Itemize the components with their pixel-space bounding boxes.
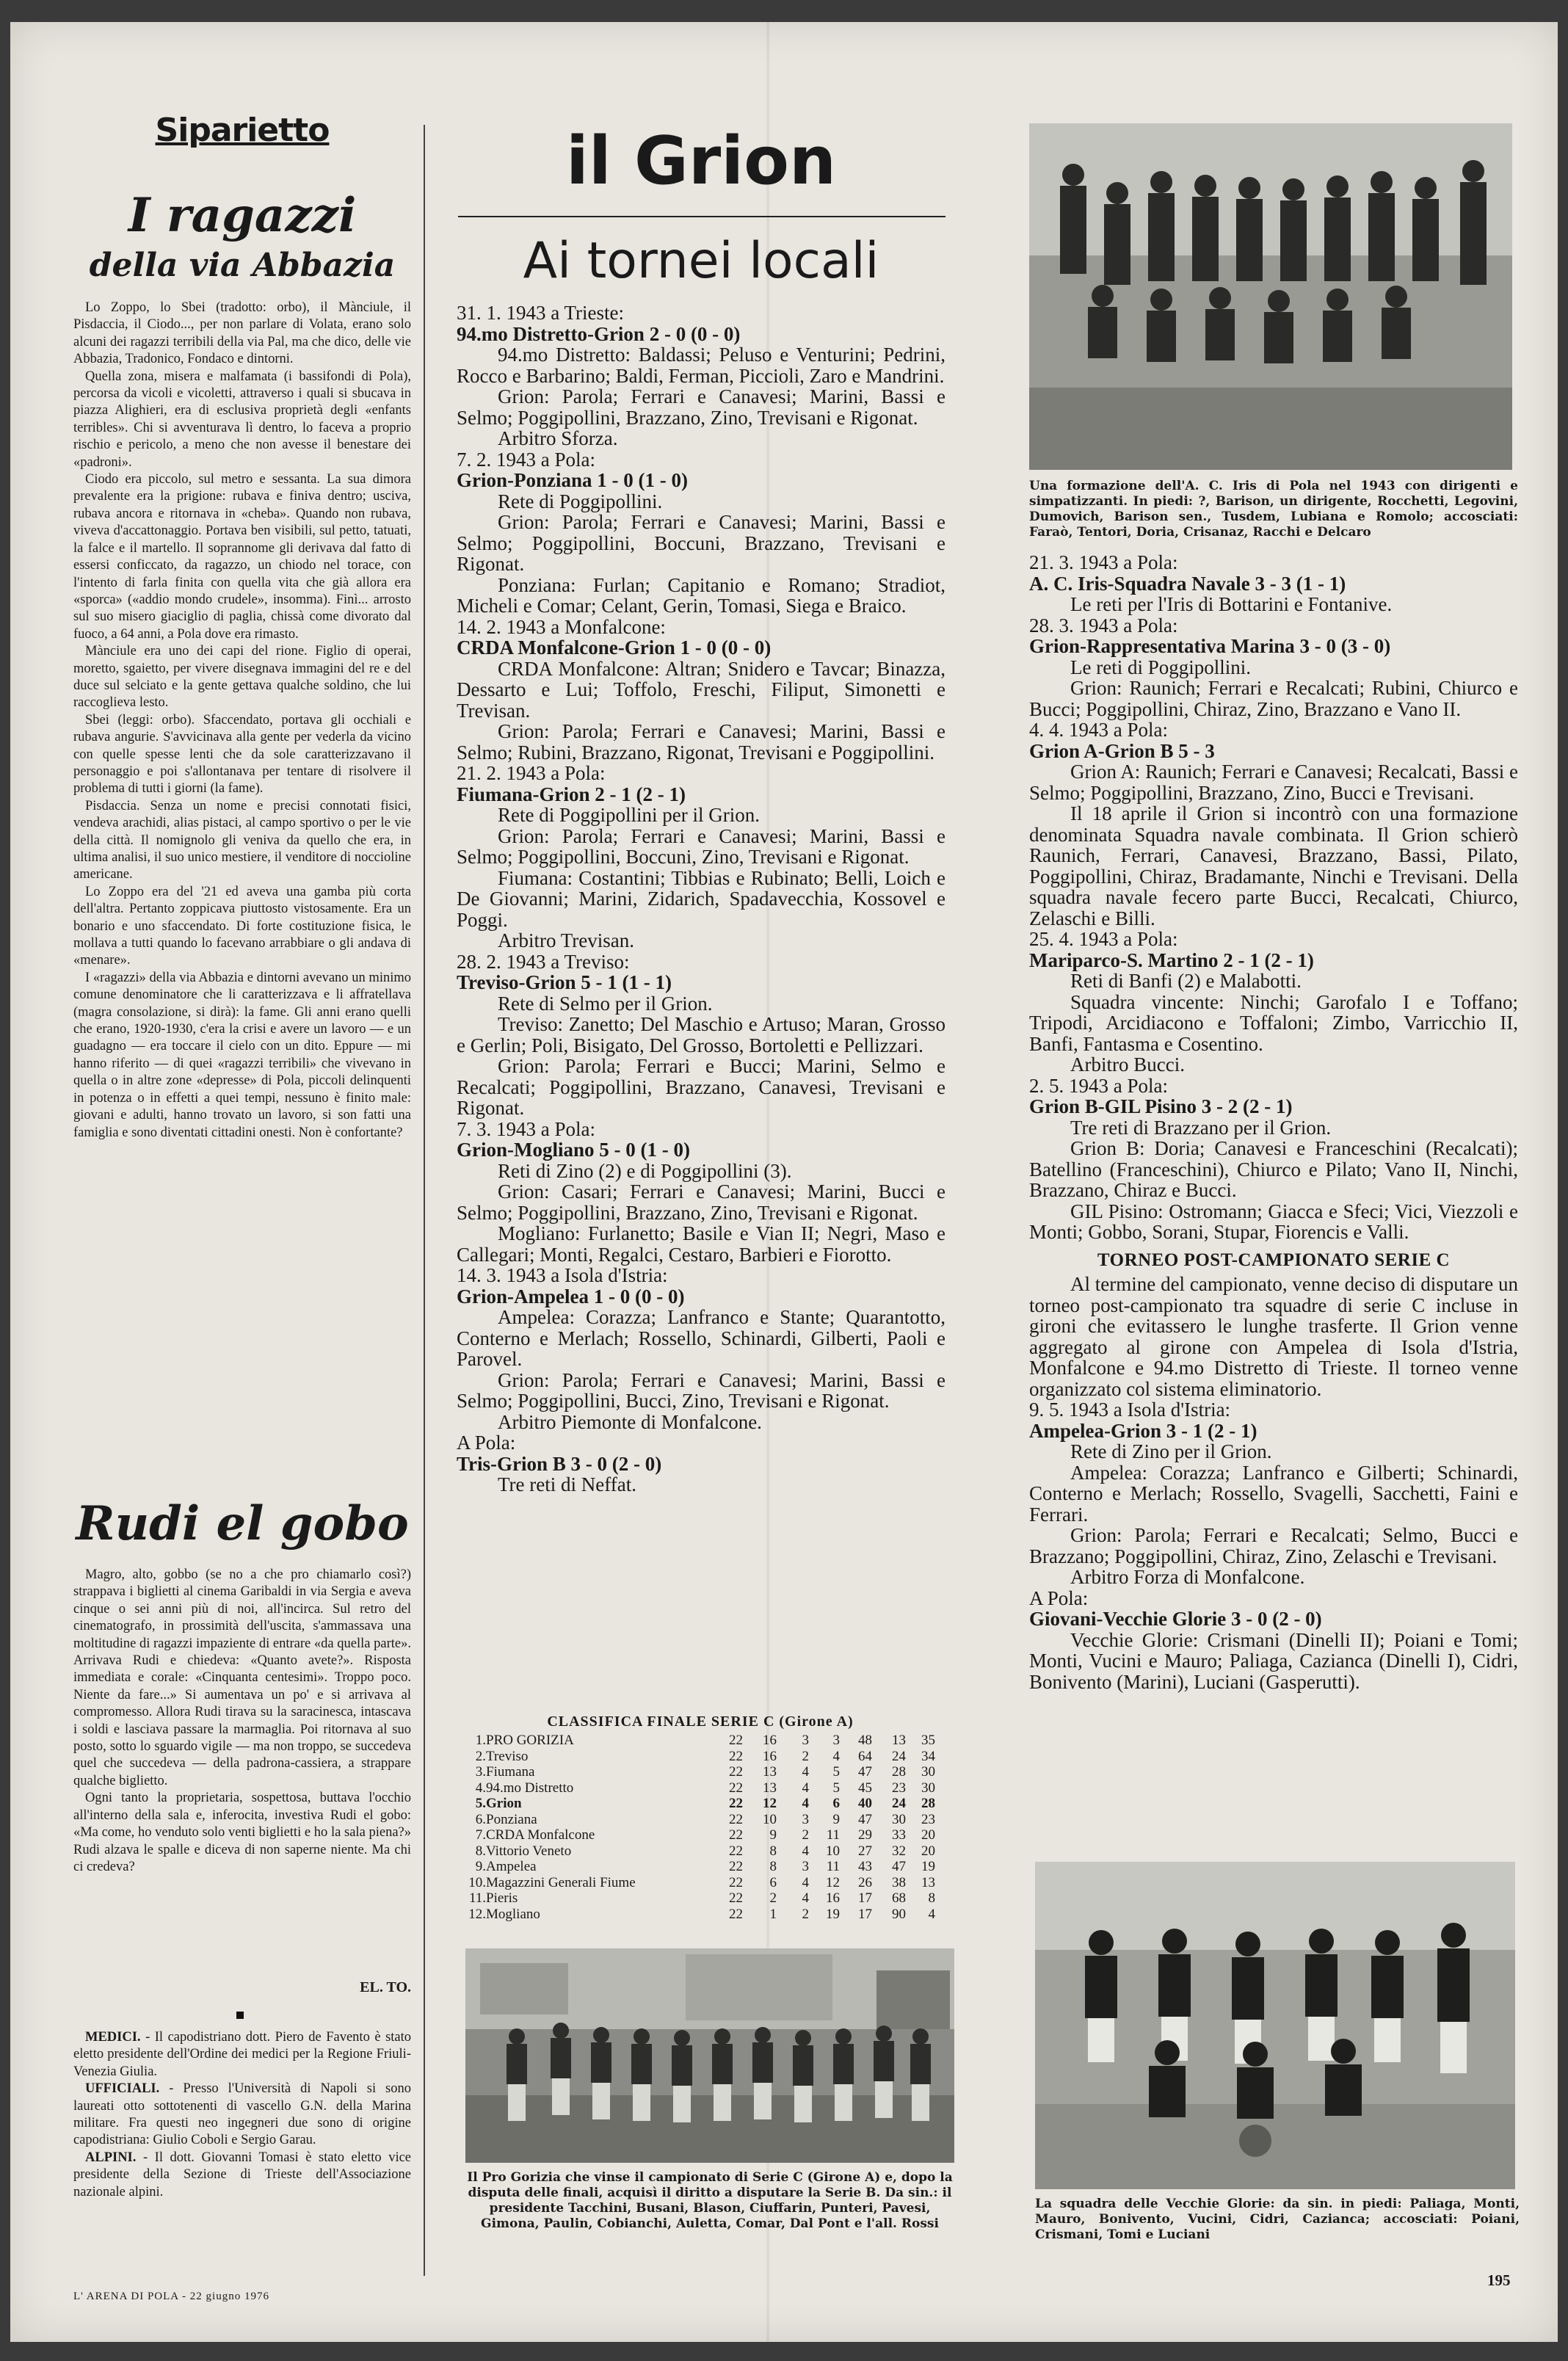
standings-cell: 2 xyxy=(802,1748,809,1764)
match-detail: Vecchie Glorie: Crismani (Dinelli II); Poiani e Tomi; Monti, Vucini e Mauro; Paliaga, Cazianca (Dinelli I), Cidri, Bonivento (Marini), Luciani (Gasperutti). xyxy=(1029,1628,1518,1693)
standings-cell: 10. xyxy=(468,1874,486,1890)
team-photo-pro-gorizia xyxy=(465,1948,954,2163)
standings-cell: 22 xyxy=(729,1811,743,1827)
standings-cell: 22 xyxy=(729,1827,743,1843)
standings-cell: 8 xyxy=(769,1843,777,1859)
standings-cell: 6 xyxy=(832,1796,840,1811)
team-name: Ampelea xyxy=(486,1859,537,1874)
standings-cell: 16 xyxy=(763,1733,777,1748)
standings-cell: 3 xyxy=(802,1811,809,1827)
team-name: Ponziana xyxy=(486,1811,537,1827)
note xyxy=(73,2150,411,2201)
team-name: CRDA Monfalcone xyxy=(486,1827,595,1843)
paragraph: Ciodo era piccolo, sul metro e sessanta. La sua dimora prevalente era la prigione: rubava e finiva dentro; usciva, rubava ancora e ritornava in «cheba». Quando non rubava, viveva d'accattonaggio. Portava ben visibili, sul petto, tatuati, la falce e il martello. Il soprannome gli derivava dal fatto di essersi conficcato, da ragazzo, un chiodo nel torace, con l'intento di farla finita con quella vita che già allora era «sporca» («addio mondo crudele», insomma). Finì... arrosto sul suo misero giaciglio di paglia, chissà come divorato dal fuoco, a 64 anni, a Pola dove era rimasto. xyxy=(73,472,411,642)
team-name: Fiumana xyxy=(486,1764,535,1780)
standings-cell: 45 xyxy=(858,1780,872,1796)
standings-row xyxy=(465,1907,935,1923)
standings-cell: 2 xyxy=(802,1906,809,1922)
standings-cell: 1. xyxy=(475,1733,486,1748)
match-date: 7. 2. 1943 a Pola: xyxy=(457,448,595,471)
standings-cell: 12. xyxy=(468,1906,486,1922)
match-detail: Arbitro Sforza. xyxy=(498,427,618,449)
standings-cell: 4 xyxy=(802,1764,809,1780)
match-detail: 94.mo Distretto: Baldassi; Peluso e Venturini; Pedrini, Rocco e Barbarino; Baldi, Ferman, Piccioli, Zaro e Mandrini. xyxy=(457,344,945,387)
standings-cell: 1 xyxy=(769,1906,777,1922)
paragraph: Ogni tanto la proprietaria, sospettosa, buttava l'occhio all'interno della sala e, inferocita, investiva Rudi el gobo: «Ma come, ho venduto solo venti biglietti e ho la sala piena?» Rudi alzava le spalle e diceva di non saperne niente. Ma chi ci credeva? xyxy=(73,1791,411,1874)
standings-cell: 22 xyxy=(729,1764,743,1780)
match-date: 28. 3. 1943 a Pola: xyxy=(1029,614,1178,637)
standings-cell: 27 xyxy=(858,1843,872,1859)
photo-caption: Il Pro Gorizia che vinse il campionato di Serie C (Girone A) e, dopo la disputa delle finali, acquisì il diritto a disputare la Serie B. Da sin.: il presidente Tacchini, Busani, Blason, Ciuffarin, Punteri, Pavesi, Gimona, Paulin, Cobianchi, Auletta, Comar, Dal Pont e l'all. Rossi xyxy=(467,2170,953,2231)
standings-cell: 7. xyxy=(475,1827,486,1843)
match-detail: Ampelea: Corazza; Lanfranco e Gilberti; Schinardi, Conterno e Merlach; Rossello, Svagelli, Sacchetti, Faini e Ferrari. xyxy=(1029,1461,1518,1526)
match-date: 7. 3. 1943 a Pola: xyxy=(457,1117,595,1140)
standings-cell: 4. xyxy=(475,1780,486,1796)
team-name: Mogliano xyxy=(486,1906,540,1922)
match-result: Grion-Rappresentativa Marina 3 - 0 (3 - 0) xyxy=(1029,635,1391,657)
match-list xyxy=(457,302,945,1495)
article-body xyxy=(73,1567,411,1876)
match-list xyxy=(1029,552,1518,1692)
separator-square xyxy=(236,2012,244,2019)
match-group xyxy=(1029,1399,1518,1692)
standings-cell: 22 xyxy=(729,1780,743,1796)
photo-caption: Una formazione dell'A. C. Iris di Pola nel 1943 con dirigenti e simpatizzanti. In piedi: ?, Barison, un dirigente, Rocchetti, Legovini, Dumovich, Barison sen., Tusdem, Lubiana e Romolo; accosciati: Faraò, Tentori, Doria, Crisanaz, Racchi e Delcaro xyxy=(1029,479,1518,540)
standings-table xyxy=(465,1733,935,1922)
page-number: 195 xyxy=(1487,2271,1511,2289)
standings-cell: 5 xyxy=(832,1764,840,1780)
standings-cell: 23 xyxy=(892,1780,906,1796)
match-detail: Grion: Parola; Ferrari e Canavesi; Marini, Bassi e Selmo; Poggipollini, Bucci, Zino, Trevisani e Rigonat. xyxy=(457,1368,945,1412)
section-heading: TORNEO POST-CAMPIONATO SERIE C xyxy=(1097,1250,1451,1270)
newspaper-page xyxy=(10,22,1558,2342)
match-date: A Pola: xyxy=(457,1432,516,1454)
standings-cell: 33 xyxy=(892,1827,906,1843)
team-name: Grion xyxy=(486,1796,522,1811)
team-name: Vittorio Veneto xyxy=(486,1843,572,1859)
standings-cell: 16 xyxy=(826,1890,840,1906)
team-name: Pieris xyxy=(486,1890,518,1906)
standings-cell: 13 xyxy=(892,1733,906,1748)
standings-cell: 11 xyxy=(826,1827,840,1843)
standings-cell: 22 xyxy=(729,1890,743,1906)
match-detail: Squadra vincente: Ninchi; Garofalo I e Toffano; Tripodi, Arcidiacono e Toffaloni; Zimbo, Varricchio II, Banfi, Fantasma e Cosentino. xyxy=(1029,990,1518,1055)
match-result: Ampelea-Grion 3 - 1 (2 - 1) xyxy=(1029,1419,1257,1442)
standings-cell: 10 xyxy=(763,1811,777,1827)
note-head: MEDICI. xyxy=(85,2030,141,2045)
standings-cell: 32 xyxy=(892,1843,906,1859)
match-result: Grion A-Grion B 5 - 3 xyxy=(1029,739,1215,762)
standings-cell: 23 xyxy=(921,1811,935,1827)
match-detail: Rete di Poggipollini per il Grion. xyxy=(498,804,760,826)
match-detail: Rete di Poggipollini. xyxy=(498,490,663,512)
standings-cell: 4 xyxy=(802,1796,809,1811)
standings-row xyxy=(465,1780,935,1796)
standings-cell: 22 xyxy=(729,1874,743,1890)
match-detail: Grion: Raunich; Ferrari e Recalcati; Rubini, Chiurco e Bucci; Poggipollini, Chiraz, Zino, Brazzano e Vano II. xyxy=(1029,677,1518,720)
standings-cell: 4 xyxy=(802,1780,809,1796)
standings-title: CLASSIFICA FINALE SERIE C (Girone A) xyxy=(547,1713,854,1730)
note-text: - Il capodistriano dott. Piero de Favento è stato eletto presidente dell'Ordine dei medici per la Regione Friuli-Venezia Giulia. xyxy=(73,2030,412,2079)
match-date: 14. 3. 1943 a Isola d'Istria: xyxy=(457,1264,668,1286)
standings-cell: 8 xyxy=(769,1859,777,1874)
note-text: - Il dott. Giovanni Tomasi è stato eletto vice presidente della Sezione di Trieste dell'Associazione nazionale alpini. xyxy=(73,2150,412,2199)
standings-cell: 9 xyxy=(769,1827,777,1843)
match-result: Grion-Mogliano 5 - 0 (1 - 0) xyxy=(457,1139,690,1161)
standings-cell: 20 xyxy=(921,1843,935,1859)
standings-row xyxy=(465,1859,935,1875)
paragraph: Lo Zoppo era del '21 ed aveva una gamba più corta dell'altra. Pertanto zoppicava piuttosto vistosamente. Era un bonario e uno sfaccendato. Di forte costituzione fisica, le mollava a tutti quando lo facevano arrabbiare o gli andava di «menare». xyxy=(73,884,411,968)
team-photo-iris xyxy=(1029,123,1512,470)
standings-cell: 22 xyxy=(729,1748,743,1764)
match-detail: Grion: Parola; Ferrari e Canavesi; Marini, Bassi e Selmo; Poggipollini, Boccuni, Zino, Trevisani e Rigonat. xyxy=(457,824,945,868)
title-rule xyxy=(458,216,945,217)
team-name: PRO GORIZIA xyxy=(486,1733,574,1748)
match-detail: Le reti per l'Iris di Bottarini e Fontanive. xyxy=(1070,593,1393,615)
news-notes xyxy=(73,2029,411,2201)
standings-cell: 6 xyxy=(769,1874,777,1890)
article-subtitle: della via Abbazia xyxy=(89,247,396,284)
paragraph: Magro, alto, gobbo (se no a che pro chiamarlo così?) strappava i biglietti al cinema Garibaldi in via Sergia e aveva cinque o sei anni più di noi, all'incirca. Sul retro del cinematografo, in prossimità dell'uscita, s'ammassava una moltitudine di ragazzi impaziente di entrare «da quella parte». Arrivava Rudi e chiedeva: «Quanto avete?». Risposta immediata e corale: «Cinquanta centesimi». Troppo poco. Niente da fare...» Si aumentava un po' e si arrivava al compromesso. Allora Rudi tirava su la saracinesca, intascava i soldi e lasciava passare la marmaglia. Poi ritornava al suo posto, sotto lo sguardo vigile — ma non troppo, se succedeva quel che succedeva — della padrona-cassiera, a strappare qualche biglietto. xyxy=(73,1567,411,1788)
standings-cell: 8 xyxy=(928,1890,935,1906)
match-detail: Grion: Casari; Ferrari e Canavesi; Marini, Bucci e Selmo; Poggipollini, Brazzano, Zino, Trevisani e Rigonat. xyxy=(457,1180,945,1224)
match-date: 21. 3. 1943 a Pola: xyxy=(1029,551,1178,573)
standings-cell: 90 xyxy=(892,1906,906,1922)
match-detail: Il 18 aprile il Grion si incontrò con una formazione denominata Squadra navale combinata. Il Grion schierò Raunich, Ferrari, Canavesi, Brazzano, Bassi, Pilato, Poggipollini, Chiraz, Bradamante, Ninchi e Trevisani. Della squadra navale fecero parte Bucci, Recalcati, Chiurco, Zelaschi e Billi. xyxy=(1029,802,1518,929)
standings-cell: 5. xyxy=(475,1796,486,1811)
standings-cell: 24 xyxy=(892,1748,906,1764)
standings-cell: 64 xyxy=(858,1748,872,1764)
standings-cell: 68 xyxy=(892,1890,906,1906)
match-result: Grion B-GIL Pisino 3 - 2 (2 - 1) xyxy=(1029,1095,1293,1117)
match-date: 25. 4. 1943 a Pola: xyxy=(1029,928,1178,950)
match-result: Treviso-Grion 5 - 1 (1 - 1) xyxy=(457,971,672,993)
standings-cell: 4 xyxy=(802,1874,809,1890)
match-detail: Arbitro Forza di Monfalcone. xyxy=(1070,1566,1305,1588)
match-detail: Rete di Zino per il Grion. xyxy=(1070,1440,1272,1462)
photo-caption: La squadra delle Vecchie Glorie: da sin. in piedi: Paliaga, Monti, Mauro, Bonivento, Vucini, Cidri, Cazianca; accosciati: Poiani, Crismani, Tomi e Luciani xyxy=(1035,2197,1520,2242)
match-detail: Ponziana: Furlan; Capitanio e Romano; Stradiot, Micheli e Comar; Celant, Gerin, Tomasi, Siega e Braico. xyxy=(457,573,945,617)
standings-cell: 28 xyxy=(921,1796,935,1811)
match-detail: Tre reti di Neffat. xyxy=(498,1473,636,1495)
standings-cell: 16 xyxy=(763,1748,777,1764)
match-detail: Grion: Parola; Ferrari e Bucci; Marini, Selmo e Recalcati; Poggipollini, Brazzano, Canavesi, Trevisani e Rigonat. xyxy=(457,1055,945,1119)
match-detail: Reti di Banfi (2) e Malabotti. xyxy=(1070,970,1302,992)
match-detail: Grion: Parola; Ferrari e Canavesi; Marini, Bassi e Selmo; Poggipollini, Boccuni, Brazzano, Trevisani e Rigonat. xyxy=(457,511,945,575)
author-signature: EL. TO. xyxy=(360,1979,411,1995)
standings-cell: 30 xyxy=(921,1780,935,1796)
match-result: Tris-Grion B 3 - 0 (2 - 0) xyxy=(457,1452,662,1475)
standings-cell: 10 xyxy=(826,1843,840,1859)
note xyxy=(73,2081,411,2150)
standings-cell: 13 xyxy=(921,1874,935,1890)
standings-cell: 9. xyxy=(475,1859,486,1874)
match-detail: Arbitro Piemonte di Monfalcone. xyxy=(498,1410,762,1433)
match-result: Grion-Ampelea 1 - 0 (0 - 0) xyxy=(457,1285,685,1308)
standings-cell: 17 xyxy=(858,1890,872,1906)
standings-cell: 3. xyxy=(475,1764,486,1780)
standings-cell: 47 xyxy=(858,1764,872,1780)
standings-cell: 8. xyxy=(475,1843,486,1859)
standings-cell: 35 xyxy=(921,1733,935,1748)
team-photo-vecchie-glorie xyxy=(1035,1862,1515,2189)
page-title: il Grion xyxy=(565,123,837,200)
standings-cell: 19 xyxy=(826,1906,840,1922)
standings-cell: 19 xyxy=(921,1859,935,1874)
match-date: 28. 2. 1943 a Treviso: xyxy=(457,950,630,973)
standings-row xyxy=(465,1733,935,1749)
paragraph: I «ragazzi» della via Abbazia e dintorni avevano un minimo comune denominatore che li caratterizzava e li affratellava (magra consolazione, si dirà): la fame. Gli anni erano quelli che erano, 1920-1930, c'era la crisi e avere un lavoro — e un guadagno — era toccare il cielo con un dito. Eppure — mi hanno riferito — di quei «ragazzi terribili» che vivevano in quella o in altre zone «depresse» di Pola, piccoli delinquenti in potenza o in effetti a quei tempi, nessuno è finito male: giovani e adulti, hanno trovato un lavoro, si son fatti una famiglia e sono diventati cittadini onesti. Non è confortante? xyxy=(73,970,411,1140)
standings-cell: 2 xyxy=(802,1827,809,1843)
match-result: Giovani-Vecchie Glorie 3 - 0 (2 - 0) xyxy=(1029,1608,1322,1630)
match-date: 2. 5. 1943 a Pola: xyxy=(1029,1074,1168,1097)
match-result: CRDA Monfalcone-Grion 1 - 0 (0 - 0) xyxy=(457,637,772,659)
standings-cell: 26 xyxy=(858,1874,872,1890)
match-detail: Rete di Selmo per il Grion. xyxy=(498,992,713,1015)
match-group xyxy=(1029,552,1518,1243)
match-detail: Grion B: Doria; Canavesi e Franceschini (Recalcati); Batellino (Franceschini), Chiurco e Pilato; Vano II, Ninchi, Brazzano, Chiraz e Bucci. xyxy=(1029,1137,1518,1201)
match-date: 14. 2. 1943 a Monfalcone: xyxy=(457,615,666,638)
standings-cell: 47 xyxy=(892,1859,906,1874)
standings-cell: 24 xyxy=(892,1796,906,1811)
standings-cell: 4 xyxy=(928,1906,935,1922)
match-detail: Treviso: Zanetto; Del Maschio e Artuso; Maran, Grosso e Gerlin; Poli, Bisigato, Del Grosso, Bortoletti e Pellizzari. xyxy=(457,1013,945,1056)
match-detail: Grion: Parola; Ferrari e Recalcati; Selmo, Bucci e Brazzano; Poggipollini, Chiraz, Zino, Zelaschi e Trevisani. xyxy=(1029,1524,1518,1567)
match-date: 9. 5. 1943 a Isola d'Istria: xyxy=(1029,1399,1231,1421)
paragraph: Mànciule era uno dei capi del rione. Figlio di operai, moretto, sgaietto, per vivere disegnava immagini del re e del duce sul selciato e la gente gettava qualche soldino, che lui raccoglieva lesto. xyxy=(73,644,411,711)
standings-cell: 5 xyxy=(832,1780,840,1796)
standings-cell: 17 xyxy=(858,1906,872,1922)
standings-cell: 38 xyxy=(892,1874,906,1890)
note-text: - Presso l'Università di Napoli si sono laureati otto sottotenenti di vascello G.N. della Marina militare. Fra questi neo ingegneri due sono di origine capodistriana: Giulio Coboli e Sergio Garau. xyxy=(73,2081,411,2148)
standings-row xyxy=(465,1875,935,1891)
standings-row xyxy=(465,1843,935,1860)
standings-cell: 6. xyxy=(475,1811,486,1827)
match-detail: Mogliano: Furlanetto; Basile e Vian II; Negri, Maso e Callegari; Monti, Regalci, Cestaro, Barbieri e Fiorotto. xyxy=(457,1222,945,1266)
standings-cell: 12 xyxy=(826,1874,840,1890)
match-detail: Reti di Zino (2) e di Poggipollini (3). xyxy=(498,1159,792,1182)
standings-cell: 3 xyxy=(832,1733,840,1748)
paragraph: Sbei (leggi: orbo). Sfaccendato, portava gli occhiali e rubava angurie. S'avvicinava alla gente per vederla da vicino con quelle spesse lenti che da sole caratterizzavano il personaggio e poi s'allontanava per tentare di risolvere il problema di tutti i giorni (la fame). xyxy=(73,712,411,797)
standings-cell: 13 xyxy=(763,1780,777,1796)
article-body xyxy=(73,300,411,1142)
standings-cell: 28 xyxy=(892,1764,906,1780)
standings-cell: 12 xyxy=(763,1796,777,1811)
team-name: 94.mo Distretto xyxy=(486,1780,574,1796)
standings-cell: 43 xyxy=(858,1859,872,1874)
match-result: A. C. Iris-Squadra Navale 3 - 3 (1 - 1) xyxy=(1029,572,1346,595)
standings-cell: 48 xyxy=(858,1733,872,1748)
match-date: 31. 1. 1943 a Trieste: xyxy=(457,302,625,324)
standings-cell: 11. xyxy=(468,1890,486,1906)
match-date: 4. 4. 1943 a Pola: xyxy=(1029,719,1168,741)
standings-cell: 2 xyxy=(769,1890,777,1906)
match-date: 21. 2. 1943 a Pola: xyxy=(457,762,606,784)
standings-cell: 29 xyxy=(858,1827,872,1843)
match-detail: GIL Pisino: Ostromann; Giacca e Sfeci; Vici, Viezzoli e Monti; Gobbo, Sorani, Stupar, Fiorencis e Valli. xyxy=(1029,1200,1518,1243)
match-detail: Grion A: Raunich; Ferrari e Canavesi; Recalcati, Bassi e Selmo; Poggipollini, Brazzano, Zino, Bucci e Trevisani. xyxy=(1029,761,1518,804)
column-rule xyxy=(424,125,425,2276)
standings-cell: 3 xyxy=(802,1859,809,1874)
page-subtitle: Ai tornei locali xyxy=(523,232,879,290)
standings-cell: 40 xyxy=(858,1796,872,1811)
standings-cell: 11 xyxy=(826,1859,840,1874)
standings-cell: 13 xyxy=(763,1764,777,1780)
standings-cell: 4 xyxy=(802,1843,809,1859)
standings-cell: 34 xyxy=(921,1748,935,1764)
standings-cell: 30 xyxy=(921,1764,935,1780)
standings-row xyxy=(465,1749,935,1765)
note-head: ALPINI. xyxy=(85,2150,137,2165)
paragraph: Quella zona, misera e malfamata (i bassifondi di Pola), percorsa da vicoli e vicoletti, attraverso i quali si sbucava in piazza Alighieri, era di esclusiva proprietà degli «enfants terribles». Chi si avventurava lì dentro, lo faceva a proprio rischio e pericolo, a meno che non avesse il benestare dei «padroni». xyxy=(73,369,411,470)
match-date: A Pola: xyxy=(1029,1586,1089,1609)
standings-cell: 2. xyxy=(475,1748,486,1764)
match-detail: Arbitro Bucci. xyxy=(1070,1053,1185,1076)
standings-cell: 22 xyxy=(729,1733,743,1748)
standings-row xyxy=(465,1796,935,1812)
match-detail: Fiumana: Costantini; Tibbias e Rubinato; Belli, Loich e De Giovanni; Marini, Zidarich, Spadavecchia, Kossovel e Poggi. xyxy=(457,866,945,931)
standings-row xyxy=(465,1764,935,1780)
match-result: 94.mo Distretto-Grion 2 - 0 (0 - 0) xyxy=(457,322,741,345)
standings-cell: 22 xyxy=(729,1859,743,1874)
paragraph: Lo Zoppo, lo Sbei (tradotto: orbo), il Mànciule, il Pisdaccia, il Ciodo..., per non parlare di Volata, erano solo alcuni dei ragazzi terribili della via Pal, ma che dico, delle vie Abbazia, Tradonico, Fondaco e dintorni. xyxy=(73,300,411,367)
standings-cell: 4 xyxy=(802,1890,809,1906)
match-detail: Tre reti di Brazzano per il Grion. xyxy=(1070,1116,1332,1139)
standings-row xyxy=(465,1812,935,1828)
standings-row xyxy=(465,1827,935,1843)
match-detail: CRDA Monfalcone: Altran; Snidero e Tavcar; Binazza, Dessarto e Lui; Toffolo, Freschi, Filiput, Simonetti e Trevisan. xyxy=(457,657,945,722)
standings-cell: 9 xyxy=(832,1811,840,1827)
match-detail: Grion: Parola; Ferrari e Canavesi; Marini, Bassi e Selmo; Rubini, Brazzano, Rigonat, Trevisani e Poggipollini. xyxy=(457,720,945,764)
standings-cell: 22 xyxy=(729,1843,743,1859)
match-detail: Arbitro Trevisan. xyxy=(498,929,635,951)
match-detail: Grion: Parola; Ferrari e Canavesi; Marini, Bassi e Selmo; Poggipollini, Brazzano, Zino, Trevisani e Rigonat. xyxy=(457,385,945,429)
standings-row xyxy=(465,1890,935,1907)
match-result: Mariparco-S. Martino 2 - 1 (2 - 1) xyxy=(1029,949,1314,971)
standings-cell: 22 xyxy=(729,1906,743,1922)
note-head: UFFICIALI. xyxy=(85,2081,160,2097)
note xyxy=(73,2029,411,2081)
standings-cell: 20 xyxy=(921,1827,935,1843)
standings-cell: 3 xyxy=(802,1733,809,1748)
article-title: Rudi el gobo xyxy=(76,1496,409,1551)
section-kicker: Siparietto xyxy=(155,112,330,149)
team-name: Treviso xyxy=(486,1748,529,1764)
standings-cell: 22 xyxy=(729,1796,743,1811)
standings-cell: 47 xyxy=(858,1811,872,1827)
standings-cell: 30 xyxy=(892,1811,906,1827)
paragraph: Pisdaccia. Senza un nome e precisi connotati fisici, vendeva arachidi, alias pistaci, al campo sportivo o per le vie della città. Il nomignolo gli veniva da quello che era, in ultima analisi, il suo unico mestiere, il venditore di noccioline americane. xyxy=(73,798,411,882)
article-title: I ragazzi xyxy=(128,188,357,243)
match-result: Fiumana-Grion 2 - 1 (2 - 1) xyxy=(457,783,686,805)
paragraph: Al termine del campionato, venne deciso di disputare un torneo post-campionato tra squadre di serie C incluse in gironi che evitassero le lunghe trasferte. Il Grion venne aggregato al girone con Ampelea di Isola d'Istria, Monfalcone e 94.mo Distretto di Trieste. Il torneo venne organizzato col sistema eliminatorio. xyxy=(1029,1273,1518,1400)
team-name: Magazzini Generali Fiume xyxy=(486,1874,636,1890)
match-detail: Le reti di Poggipollini. xyxy=(1070,656,1251,678)
footer-publication: L' ARENA DI POLA - 22 giugno 1976 xyxy=(73,2291,269,2302)
match-detail: Ampelea: Corazza; Lanfranco e Stante; Quarantotto, Conterno e Merlach; Rossello, Schinardi, Gilberti, Paoli e Parovel. xyxy=(457,1306,945,1370)
standings-cell: 4 xyxy=(832,1748,840,1764)
match-result: Grion-Ponziana 1 - 0 (1 - 0) xyxy=(457,469,688,491)
